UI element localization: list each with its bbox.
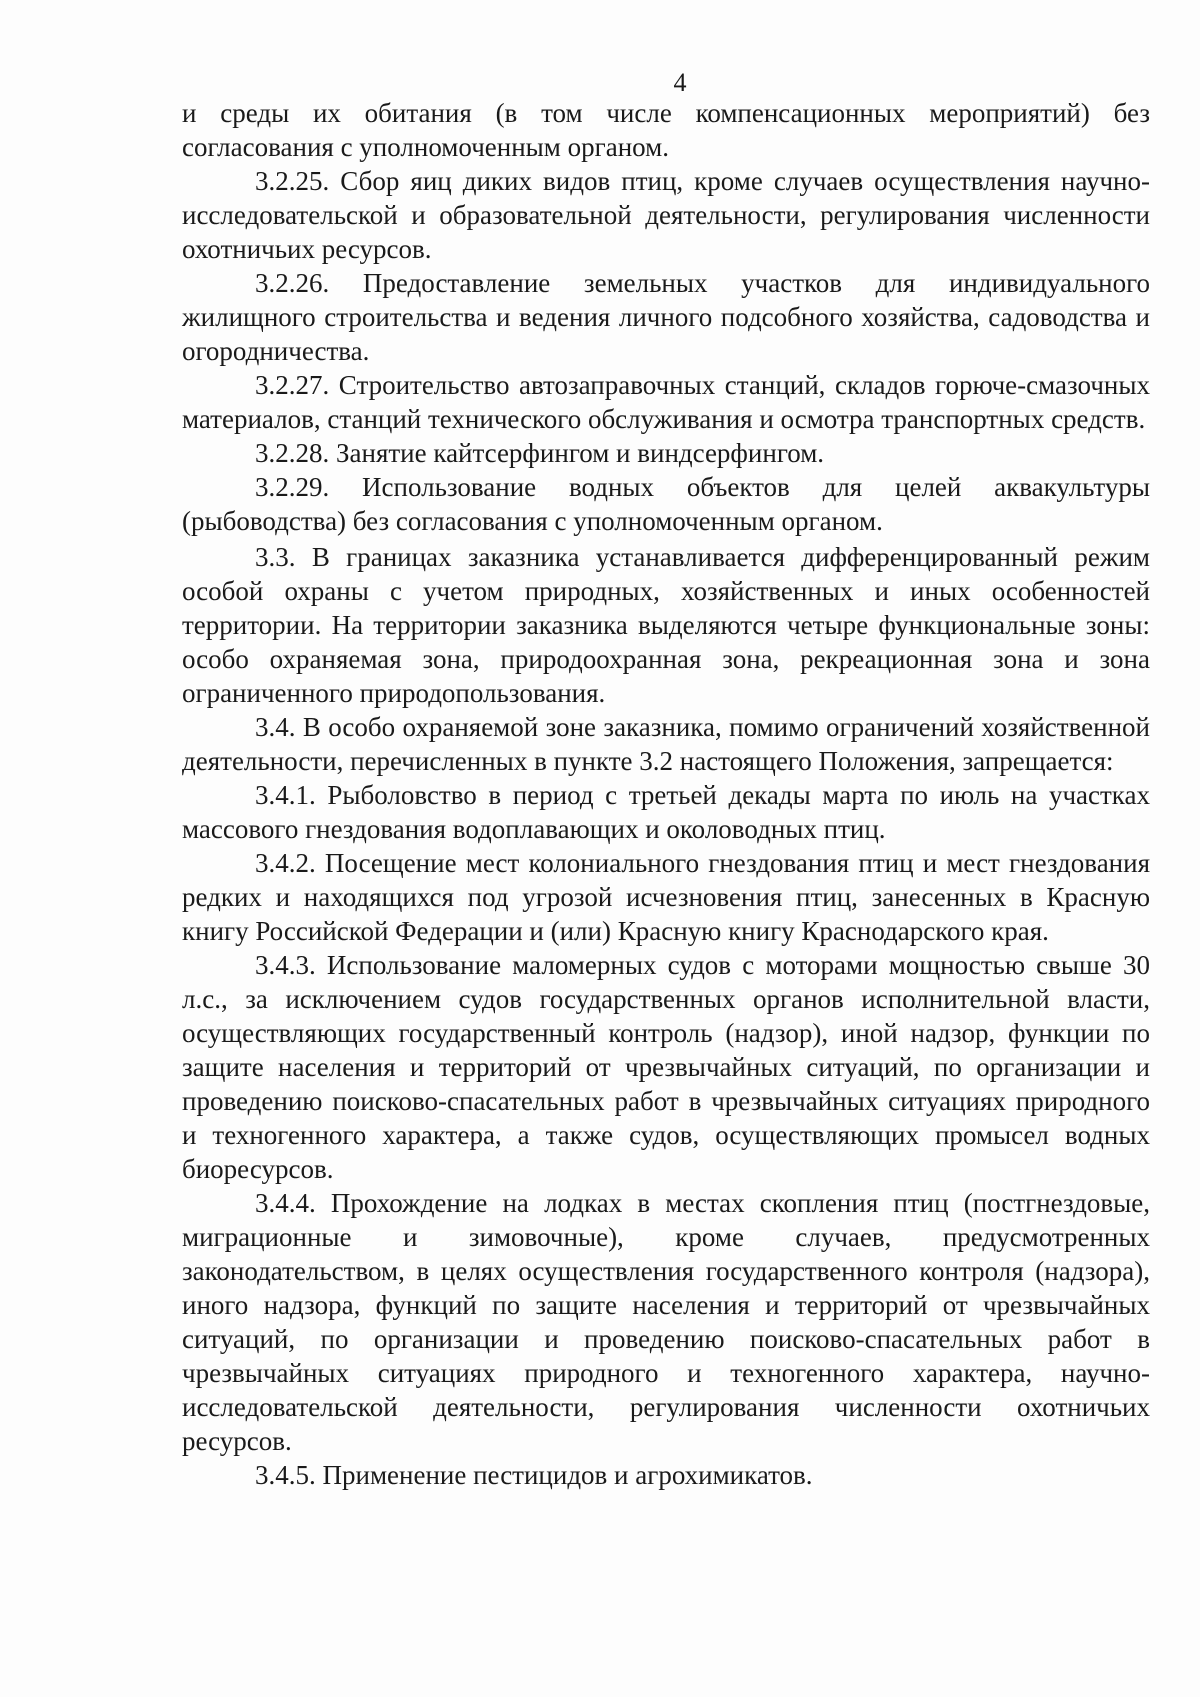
paragraph-3-4: 3.4. В особо охраняемой зоне заказника, помимо ограничений хозяйственной деятельности, перечисленных в пункте 3.2 настоящего Положения, запрещается:: [182, 712, 1150, 776]
paragraph-3-4-2: 3.4.2. Посещение мест колониального гнездования птиц и мест гнездования редких и находящихся под угрозой исчезновения птиц, занесенных в Красную книгу Российской Федерации и (или) Красную книгу Краснодарского края.: [182, 848, 1150, 946]
paragraph-3-2-26: 3.2.26. Предоставление земельных участков для индивидуального жилищного строительства и ведения личного подсобного хозяйства, садоводства и огородничества.: [182, 268, 1150, 366]
paragraph-3-2-27: 3.2.27. Строительство автозаправочных станций, складов горюче-смазочных материалов, станций технического обслуживания и осмотра транспортных средств.: [182, 370, 1150, 434]
paragraph-3-4-1: 3.4.1. Рыболовство в период с третьей декады марта по июль на участках массового гнездования водоплавающих и околоводных птиц.: [182, 780, 1150, 844]
paragraph-continuation: и среды их обитания (в том числе компенсационных мероприятий) без согласования с уполномоченным органом.: [182, 98, 1150, 162]
document-body: [182, 96, 1150, 1492]
paragraph-3-2-25: 3.2.25. Сбор яиц диких видов птиц, кроме случаев осуществления научно-исследовательской и образовательной деятельности, регулирования численности охотничьих ресурсов.: [182, 166, 1150, 264]
paragraph-3-4-4: 3.4.4. Прохождение на лодках в местах скопления птиц (постгнездовые, миграционные и зимовочные), кроме случаев, предусмотренных законодательством, в целях осуществления государственного контроля (надзора), иного надзора, функций по защите населения и территорий от чрезвычайных ситуаций, по организации и проведению поисково-спасательных работ в чрезвычайных ситуациях природного и техногенного характера, научно-исследовательской деятельности, регулирования численности охотничьих ресурсов.: [182, 1188, 1150, 1456]
page-number: 4: [673, 68, 687, 97]
paragraph-3-4-3: 3.4.3. Использование маломерных судов с моторами мощностью свыше 30 л.с., за исключением судов государственных органов исполнительной власти, осуществляющих государственный контроль (надзор), иной надзор, функции по защите населения и территорий от чрезвычайных ситуаций, по организации и проведению поисково-спасательных работ в чрезвычайных ситуациях природного и техногенного характера, а также судов, осуществляющих промысел водных биоресурсов.: [182, 950, 1150, 1184]
paragraph-3-3: 3.3. В границах заказника устанавливается дифференцированный режим особой охраны с учетом природных, хозяйственных и иных особенностей территории. На территории заказника выделяются четыре функциональные зоны: особо охраняемая зона, природоохранная зона, рекреационная зона и зона ограниченного природопользования.: [182, 542, 1150, 708]
paragraph-3-2-29: 3.2.29. Использование водных объектов для целей аквакультуры (рыбоводства) без согласования с уполномоченным органом.: [182, 472, 1150, 536]
paragraph-3-4-5: 3.4.5. Применение пестицидов и агрохимикатов.: [255, 1460, 813, 1490]
paragraph-3-2-28: 3.2.28. Занятие кайтсерфингом и виндсерфингом.: [255, 438, 825, 468]
